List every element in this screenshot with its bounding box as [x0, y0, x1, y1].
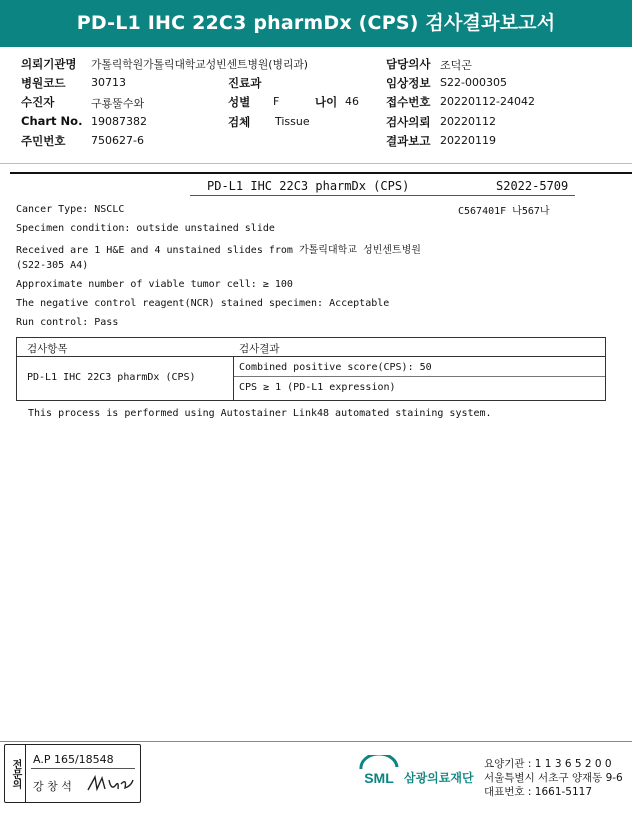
- hospital-code-label: 병원코드: [21, 76, 66, 90]
- signer-side-text: 전문의: [10, 758, 21, 789]
- institution-label: 의뢰기관명: [21, 57, 77, 71]
- table-col-result: 검사결과: [239, 343, 280, 355]
- specimen-value: Tissue: [275, 115, 310, 128]
- request-date-value: 20220112: [440, 115, 496, 128]
- resident-no-label: 주민번호: [21, 134, 66, 148]
- table-col-divider: [233, 357, 234, 400]
- resident-no-value: 750627-6: [91, 134, 144, 147]
- cancer-type: Cancer Type: NSCLC: [16, 204, 125, 215]
- report-header: [0, 0, 632, 47]
- received-id: (S22-305 A4): [16, 260, 89, 271]
- table-row-divider: [233, 376, 605, 377]
- report-date-label: 결과보고: [386, 134, 431, 148]
- org-name: 삼광의료재단: [404, 771, 474, 785]
- signer-divider: [31, 768, 135, 769]
- age-label: 나이: [315, 95, 338, 109]
- recipient-value: 구룡뚤수와: [91, 97, 145, 110]
- org-code: 요양기관 : 1 1 3 6 5 2 0 0: [484, 758, 612, 770]
- sex-label: 성별: [228, 95, 251, 109]
- chart-no-label: Chart No.: [21, 114, 83, 128]
- age-value: 46: [345, 95, 359, 108]
- result-test-title: PD-L1 IHC 22C3 pharmDx (CPS): [207, 179, 410, 193]
- receipt-no-value: 20220112-24042: [440, 95, 535, 108]
- sex-value: F: [273, 95, 280, 108]
- specimen-label: 검체: [228, 115, 251, 129]
- logo-text: SML: [364, 770, 394, 786]
- table-item: PD-L1 IHC 22C3 pharmDx (CPS): [27, 372, 196, 383]
- signer-name: 강 창 석: [33, 780, 72, 793]
- doctor-label: 담당의사: [386, 57, 431, 71]
- report-date-value: 20220119: [440, 134, 496, 147]
- process-note: This process is performed using Autostainer Link48 automated staining system.: [28, 408, 492, 419]
- table-result-cps: Combined positive score(CPS): 50: [239, 362, 432, 373]
- lab-id: C567401F 나567나: [458, 206, 550, 217]
- table-header-divider: [17, 356, 605, 357]
- signer-box: [4, 744, 141, 803]
- clinical-info-label: 임상정보: [386, 76, 431, 90]
- signer-ap: A.P 165/18548: [33, 753, 114, 766]
- signature-icon: [85, 772, 135, 796]
- result-title-underline: [190, 195, 575, 196]
- signer-side-label: [5, 745, 26, 802]
- received-slides: Received are 1 H&E and 4 unstained slides from 가톨릭대학교 성빈센트병원: [16, 245, 421, 256]
- specimen-condition: Specimen condition: outside unstained slide: [16, 223, 275, 234]
- result-report-id: S2022-5709: [496, 179, 569, 193]
- report-title: PD-L1 IHC 22C3 pharmDx (CPS) 검사결과보고서: [76, 12, 556, 34]
- receipt-no-label: 접수번호: [386, 95, 431, 109]
- hospital-code-value: 30713: [91, 76, 126, 89]
- recipient-label: 수진자: [21, 95, 55, 109]
- org-address: 서울특별시 서초구 양재동 9-6: [484, 772, 623, 784]
- clinical-info-value: S22-000305: [440, 76, 507, 89]
- run-control: Run control: Pass: [16, 317, 119, 328]
- ncr-statement: The negative control reagent(NCR) stained specimen: Acceptable: [16, 298, 390, 309]
- institution-value: 가톨릭학원가톨릭대학교성빈센트병원(병리과): [91, 58, 309, 71]
- chart-no-value: 19087382: [91, 115, 147, 128]
- sml-logo-icon: [357, 755, 401, 791]
- dept-label: 진료과: [228, 76, 262, 90]
- footer-rule: [0, 741, 632, 742]
- result-top-rule: [10, 172, 632, 174]
- doctor-value: 조덕곤: [440, 59, 472, 72]
- result-table: [16, 337, 606, 401]
- org-phone: 대표번호 : 1661-5117: [484, 786, 593, 798]
- divider: [0, 163, 632, 164]
- table-col-item: 검사항목: [27, 343, 68, 355]
- table-result-expression: CPS ≥ 1 (PD-L1 expression): [239, 382, 396, 393]
- request-date-label: 검사의뢰: [386, 115, 431, 129]
- tumor-cells: Approximate number of viable tumor cell: ≥ 100: [16, 279, 293, 290]
